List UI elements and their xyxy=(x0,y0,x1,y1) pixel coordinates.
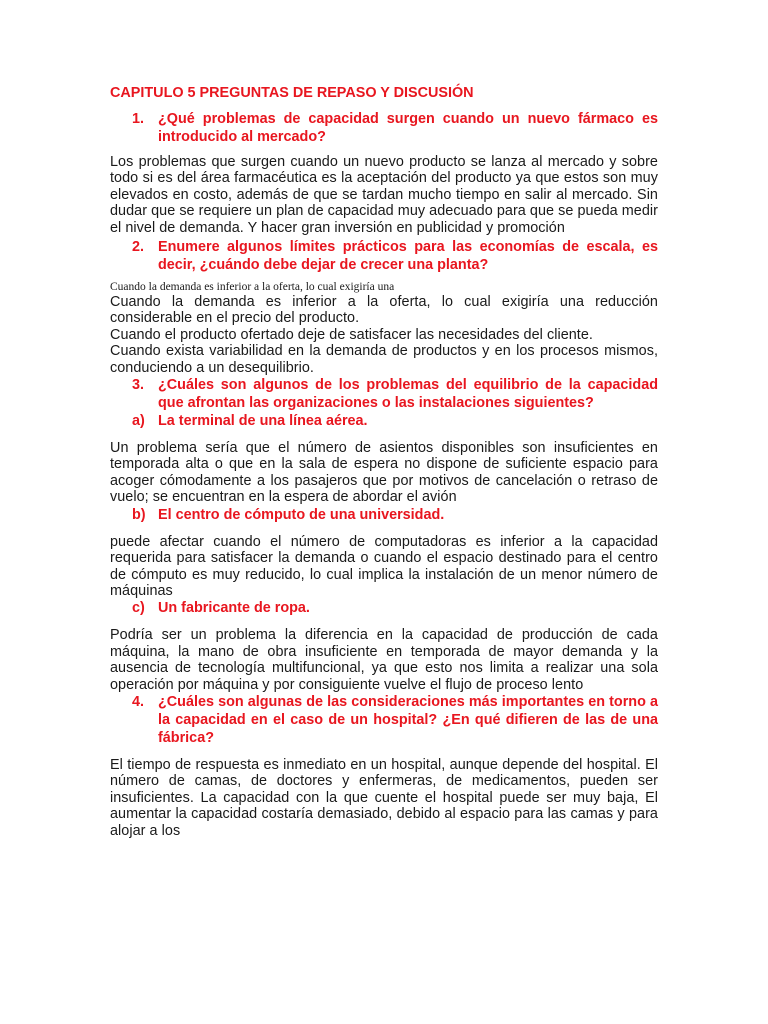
answer-3a: Un problema sería que el número de asientos disponibles son insuficientes en temporada alta o que en la sala de espera no dispone de suficiente espacio para acoger cómodamente a los pasajeros que por motivos de cancelación o retraso de vuelo; se encuentran en la espera de abordar el avión xyxy=(110,440,658,506)
question-number: 2. xyxy=(132,239,145,256)
sub-question-letter: a) xyxy=(132,413,145,430)
question-text: ¿Qué problemas de capacidad surgen cuando un nuevo fármaco es introducido al mercado? xyxy=(158,111,658,145)
question-3a xyxy=(110,412,658,430)
answer-4: El tiempo de respuesta es inmediato en un hospital, aunque depende del hospital. El número de camas, de doctores y enfermeras, de medicamentos, pueden ser insuficientes. La capacidad con la que cuente el hospital puede ser muy baja, El aumentar la capacidad costaría demasiado, debido al espacio para las camas y para alojar a los xyxy=(110,756,658,839)
question-number: 3. xyxy=(132,377,145,394)
sub-question-text: Un fabricante de ropa. xyxy=(158,600,310,617)
answer-2-item-2: Cuando el producto ofertado deje de satisfacer las necesidades del cliente. xyxy=(110,326,593,343)
answer-2-item-1: Cuando la demanda es inferior a la oferta, lo cual exigiría una reducción considerable en el precio del producto. xyxy=(110,294,658,327)
answer-2-fragment: Cuando la demanda es inferior a la oferta, lo cual exigiría una xyxy=(110,281,395,294)
answer-3c: Podría ser un problema la diferencia en la capacidad de producción de cada máquina, la mano de obra insuficiente en temporada de mayor demanda y la ausencia de tecnología multifuncional, ya que esto nos limita a realizar una sola operación por máquina y por consiguiente vuelve el flujo de proceso lento xyxy=(110,627,658,693)
sub-question-letter: b) xyxy=(132,506,146,523)
sub-question-text: La terminal de una línea aérea. xyxy=(158,413,368,430)
question-4 xyxy=(110,693,658,747)
question-number: 4. xyxy=(132,693,145,710)
answer-2-item-3: Cuando exista variabilidad en la demanda de productos y en los procesos mismos, conduciendo a un desequilibrio. xyxy=(110,343,658,376)
question-number: 1. xyxy=(132,111,145,127)
question-text: ¿Cuáles son algunos de los problemas del equilibrio de la capacidad que afrontan las organizaciones o las instalaciones siguientes? xyxy=(158,377,658,412)
question-text: Enumere algunos límites prácticos para las economías de escala, es decir, ¿cuándo debe dejar de crecer una planta? xyxy=(158,239,658,274)
question-text: ¿Cuáles son algunas de las consideraciones más importantes en torno a la capacidad en el caso de un hospital? ¿En qué difieren de las de una fábrica? xyxy=(158,693,658,746)
question-3c xyxy=(110,599,658,617)
question-2 xyxy=(110,238,658,274)
question-3 xyxy=(110,376,658,412)
question-1 xyxy=(110,110,658,146)
chapter-title: CAPITULO 5 PREGUNTAS DE REPASO Y DISCUSIÓN xyxy=(110,85,474,101)
question-3b xyxy=(110,506,658,524)
sub-question-text: El centro de cómputo de una universidad. xyxy=(158,506,445,523)
sub-question-letter: c) xyxy=(132,600,145,617)
answer-3b: puede afectar cuando el número de computadoras es inferior a la capacidad requerida para satisfacer la demanda o cuando el espacio destinado para el centro de cómputo es muy reducido, lo cual implica la instalación de un menor número de máquinas xyxy=(110,533,658,599)
answer-1: Los problemas que surgen cuando un nuevo producto se lanza al mercado y sobre todo si es del área farmacéutica es la aceptación del producto ya que estos son muy elevados en costo, además de que se tardan mucho tiempo en salir al mercado. Sin dudar que se requiere un plan de capacidad muy adecuado para que se pueda medir el nivel de demanda. Y hacer gran inversión en publicidad y promoción xyxy=(110,154,658,236)
document-body xyxy=(110,84,658,839)
